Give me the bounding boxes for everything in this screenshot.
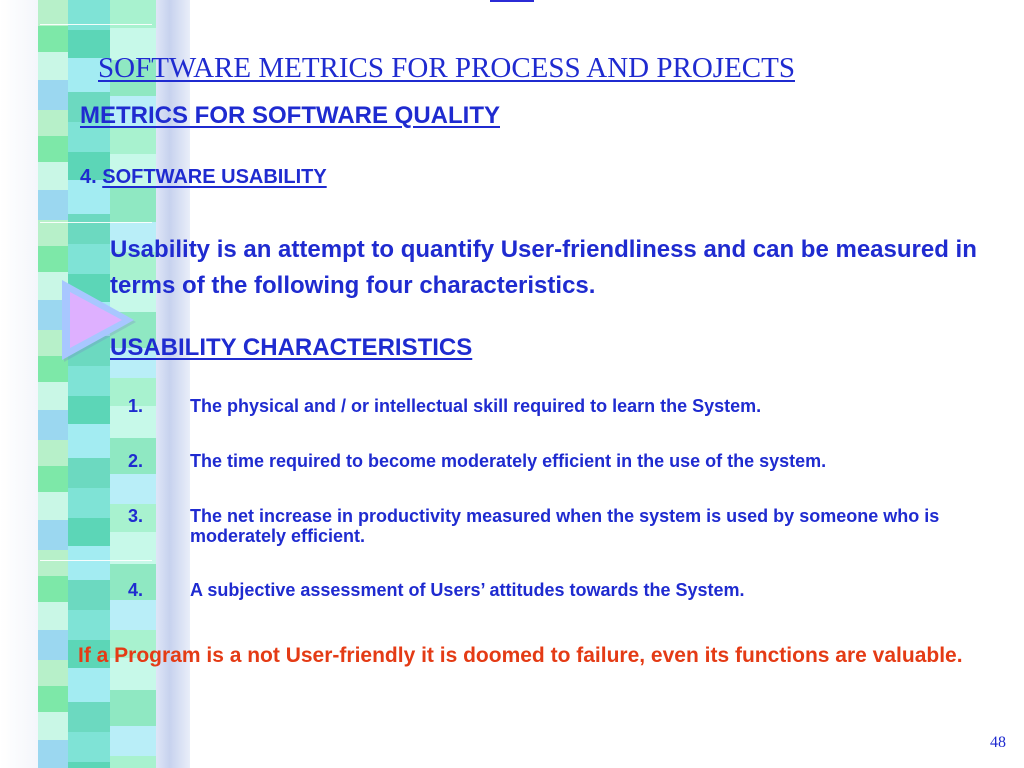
slide-title: SOFTWARE METRICS FOR PROCESS AND PROJECTS xyxy=(98,52,795,84)
list-item-text: The net increase in productivity measured when the system is used by someone who is moderately efficient. xyxy=(190,506,940,546)
band-strip xyxy=(0,0,38,768)
list-item-number: 4. xyxy=(128,580,144,600)
list-item-number: 1. xyxy=(128,396,144,416)
section-heading xyxy=(80,166,327,189)
list-item-number: 3. xyxy=(128,506,144,526)
characteristics-heading: USABILITY CHARACTERISTICS xyxy=(110,334,473,361)
section-label: SOFTWARE USABILITY xyxy=(102,166,327,188)
band-divider xyxy=(40,24,152,25)
slide-subtitle: METRICS FOR SOFTWARE QUALITY xyxy=(80,102,500,129)
intro-paragraph: Usability is an attempt to quantify User-friendliness and can be measured in terms of the following four characteristics. xyxy=(110,236,977,299)
conclusion-text: If a Program is a not User-friendly it is doomed to failure, even its functions are valuable. xyxy=(78,644,963,667)
list-item-text: A subjective assessment of Users’ attitudes towards the System. xyxy=(190,580,745,600)
list-item-number: 2. xyxy=(128,451,144,471)
top-accent-line xyxy=(490,0,534,2)
list-item-text: The time required to become moderately efficient in the use of the system. xyxy=(190,451,827,471)
band-strip xyxy=(38,0,68,768)
band-divider xyxy=(40,222,152,223)
page-number: 48 xyxy=(990,734,1006,751)
band-divider xyxy=(40,560,152,561)
list-item-text: The physical and / or intellectual skill required to learn the System. xyxy=(190,396,762,416)
section-number: 4. xyxy=(80,166,97,188)
